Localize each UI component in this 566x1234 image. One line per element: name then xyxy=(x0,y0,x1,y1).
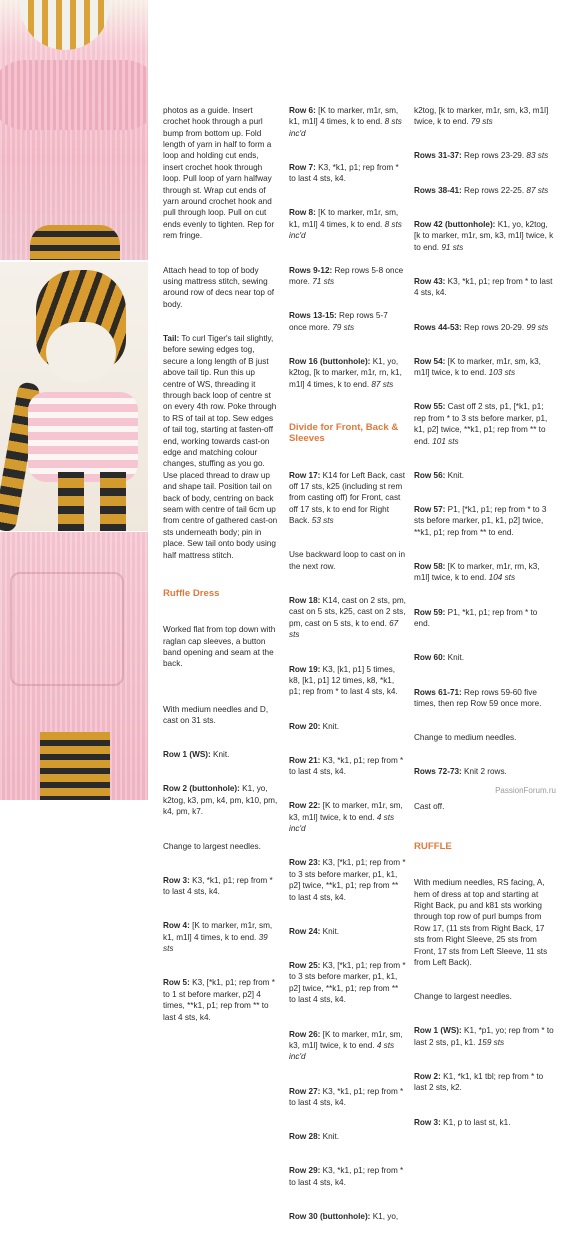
instruction-row: Row 17: K14 for Left Back, cast off 17 sts, k25 (including st rem from casting off) for Front, cast off 17 sts, k to end for Right Back. 53 sts xyxy=(289,470,408,526)
instruction-row: Row 25: K3, [*k1, p1; rep from * to 3 sts before marker, p1, k1, p2] twice, **k1, p1; rep from ** to last 4 sts, k4. xyxy=(289,961,408,1005)
instruction-row: Row 60: Knit. xyxy=(414,653,465,663)
instruction-row: Row 1 (WS): Knit. xyxy=(163,750,230,760)
instruction-row: Row 54: [K to marker, m1r, sm, k3, m1l] twice, k to end. 103 sts xyxy=(414,356,544,378)
instruction-row: Row 29: K3, *k1, p1; rep from * to last 4 sts, k4. xyxy=(289,1166,406,1187)
instruction-row: Rows 61-71: Rep rows 59-60 five times, then rep Row 59 once more. xyxy=(414,687,542,708)
paragraph: Attach head to top of body using mattress stitch, sewing around row of decs near top of body. xyxy=(163,265,277,309)
instruction-row: Rows 31-37: Rep rows 23-29. 83 sts xyxy=(414,151,549,161)
paragraph: Cast off. xyxy=(414,801,445,811)
instruction-row: Row 2: K1, *k1, k1 tbl; rep from * to last 2 sts, k2. xyxy=(414,1072,546,1093)
instruction-row: Row 57: P1, [*k1, p1; rep from * to 3 sts before marker, p1, k1, p2] twice, **k1, p1; rep from ** to end. xyxy=(414,505,549,537)
instruction-row: Row 30 (buttonhole): K1, yo, xyxy=(289,1212,399,1221)
instruction-row: Row 1 (WS): K1, *p1, yo; rep from * to last 2 sts, p1, k1. 159 sts xyxy=(414,1026,556,1047)
instruction-row: Row 28: Knit. xyxy=(289,1132,340,1142)
instruction-row: Row 56: Knit. xyxy=(414,470,465,480)
paragraph: Worked flat from top down with raglan cap sleeves, a button band opening and seam at the back. xyxy=(163,625,278,669)
instruction-row: Row 22: [K to marker, m1r, sm, k3, m1l] twice, k to end. 4 sts inc'd xyxy=(289,801,406,834)
instruction-row: Rows 44-53: Rep rows 20-29. 99 sts xyxy=(414,322,549,332)
instruction-row: k2tog, [k to marker, m1r, sm, k3, m1l] twice, k to end. 79 sts xyxy=(414,105,551,127)
instruction-row: Row 20: Knit. xyxy=(289,721,340,731)
instruction-row: Row 27: K3, *k1, p1; rep from * to last 4 sts, k4. xyxy=(289,1086,406,1107)
watermark: PassionForum.ru xyxy=(495,786,556,795)
instruction-row: Rows 13-15: Rep rows 5-7 once more. 79 sts xyxy=(289,311,391,332)
instruction-row: Rows 38-41: Rep rows 22-25. 87 sts xyxy=(414,185,549,195)
paragraph: With medium needles and D, cast on 31 sts. xyxy=(163,704,271,726)
paragraph: Change to largest needles. xyxy=(163,841,261,851)
paragraph: Change to medium needles. xyxy=(414,733,517,743)
instruction-row: Row 59: P1, *k1, p1; rep from * to end. xyxy=(414,607,540,629)
instruction-row: Rows 72-73: Knit 2 rows. xyxy=(414,767,507,777)
instruction-row: Row 19: K3, [k1, p1] 5 times, k8, [k1, p1] 12 times, k8, *k1, p1; rep from * to last 4 sts, k4. xyxy=(289,664,398,697)
instruction-row: Row 8: [K to marker, m1r, sm, k1, m1l] 4 times, k to end. 8 sts inc'd xyxy=(289,208,405,241)
text-column-2 xyxy=(289,82,407,1234)
instruction-row: Row 7: K3, *k1, p1; rep from * to last 4 sts, k4. xyxy=(289,162,401,184)
text-column-1 xyxy=(163,82,279,1034)
section-heading-divide: Divide for Front, Back & Sleeves xyxy=(289,421,401,445)
instruction-row: Row 16 (buttonhole): K1, yo, k2tog, [k to marker, m1r, rn, k1, m1l] 4 times, k to end. 87 sts xyxy=(289,356,405,389)
instruction-row: Row 24: Knit. xyxy=(289,926,340,936)
paragraph: Change to largest needles. xyxy=(414,992,512,1002)
paragraph: With medium needles, RS facing, A, hem of dress at top and starting at Right Back, pu and k81 sts working through top row of purl bumps from Row 17, (11 sts from Right Back, 17 sts from Right Sleeve, 25 sts from Front, 17 sts from Left Sleeve, 11 sts from Left Back). xyxy=(414,878,550,967)
instruction-row: Row 3: K3, *k1, p1; rep from * to last 4 sts, k4. xyxy=(163,875,275,897)
section-heading-ruffle: RUFFLE xyxy=(414,840,452,852)
photo-pink-dress-pocket xyxy=(0,532,148,800)
photo-pink-dress-back xyxy=(0,0,148,262)
instruction-row: Row 21: K3, *k1, p1; rep from * to last 4 sts, k4. xyxy=(289,755,406,777)
instruction-row: Row 42 (buttonhole): K1, yo, k2tog, [k to marker, m1r, sm, k3, m1l] twice, k to end. 91 sts xyxy=(414,219,556,252)
photo-tiger-back-shorts xyxy=(0,262,148,532)
instruction-row: Row 43: K3, *k1, p1; rep from * to last 4 sts, k4. xyxy=(414,276,555,298)
instruction-row: Row 6: [K to marker, m1r, sm, k1, m1l] 4 times, k to end. 8 sts inc'd xyxy=(289,105,405,138)
instruction-row: Row 5: K3, [*k1, p1; rep from * to 1 st before marker, p2] 4 times, **k1, p1; rep from ** to last 4 sts, k4. xyxy=(163,978,278,1022)
instruction-row: Row 4: [K to marker, m1r, sm, k1, m1l] 4 times, k to end. 39 sts xyxy=(163,921,275,954)
paragraph: photos as a guide. Insert crochet hook through a purl bump from bottom up. Fold length of yarn in half to form a loop and holding cut ends, insert crochet hook through loop. Pull loop of yarn halfway through st. Wrap cut ends of yarn around crochet hook and pull through loop. Pull on cut ends evenly to tighten. Rep for rem fringe. xyxy=(163,105,277,241)
instruction-row: Row 23: K3, [*k1, p1; rep from * to 3 sts before marker, p1, k1, p2] twice, **k1, p1; rep from ** to last 4 sts, k4. xyxy=(289,858,408,902)
instruction-row: Row 18: K14, cast on 2 sts, pm, cast on 5 sts, k25, cast on 2 sts, pm, cast on 5 sts, k to end. 67 sts xyxy=(289,596,409,640)
instruction-row: Row 58: [K to marker, m1r, rm, k3, m1l] twice, k to end. 104 sts xyxy=(414,562,542,583)
instruction-row: Row 26: [K to marker, m1r, sm, k3, m1l] twice, k to end. 4 sts inc'd xyxy=(289,1029,406,1062)
paragraph: Use backward loop to cast on in the next row. xyxy=(289,550,408,571)
section-heading-ruffle-dress: Ruffle Dress xyxy=(163,587,220,599)
instruction-row: Rows 9-12: Rep rows 5-8 once more. 71 sts xyxy=(289,265,406,286)
instruction-row: Row 2 (buttonhole): K1, yo, k2tog, k3, pm, k4, pm, k10, pm, k4, pm, k7. xyxy=(163,784,280,817)
paragraph-tail: Tail: To curl Tiger's tail slightly, before sewing edges tog, secure a long length of B just above tail tip. Run this up centre of WS, threading it through back loop of centre st on every 4th row. Poke through to RS of tail at top. Sew edges of tail tog, starting at fasten-off end, working towards cast-on edge and matching colour changes, stuffing as you go. Use placed thread to draw up and shape tail. Position tail on back of body, centring on back seam with centre of tail 6cm up from centre of gathered cast-on sts underneath body; pin in place. Sew tail onto body using half mattress stitch. xyxy=(163,333,280,560)
text-column-3 xyxy=(414,82,554,1139)
instruction-row: Row 55: Cast off 2 sts, p1, [*k1, p1; rep from * to 3 sts before marker, p1, k1, p2] twice, **k1, p1; rep from ** to end. 101 sts xyxy=(414,402,550,446)
instruction-row: Row 3: K1, p to last st, k1. xyxy=(414,1117,511,1127)
photo-strip xyxy=(0,0,148,800)
